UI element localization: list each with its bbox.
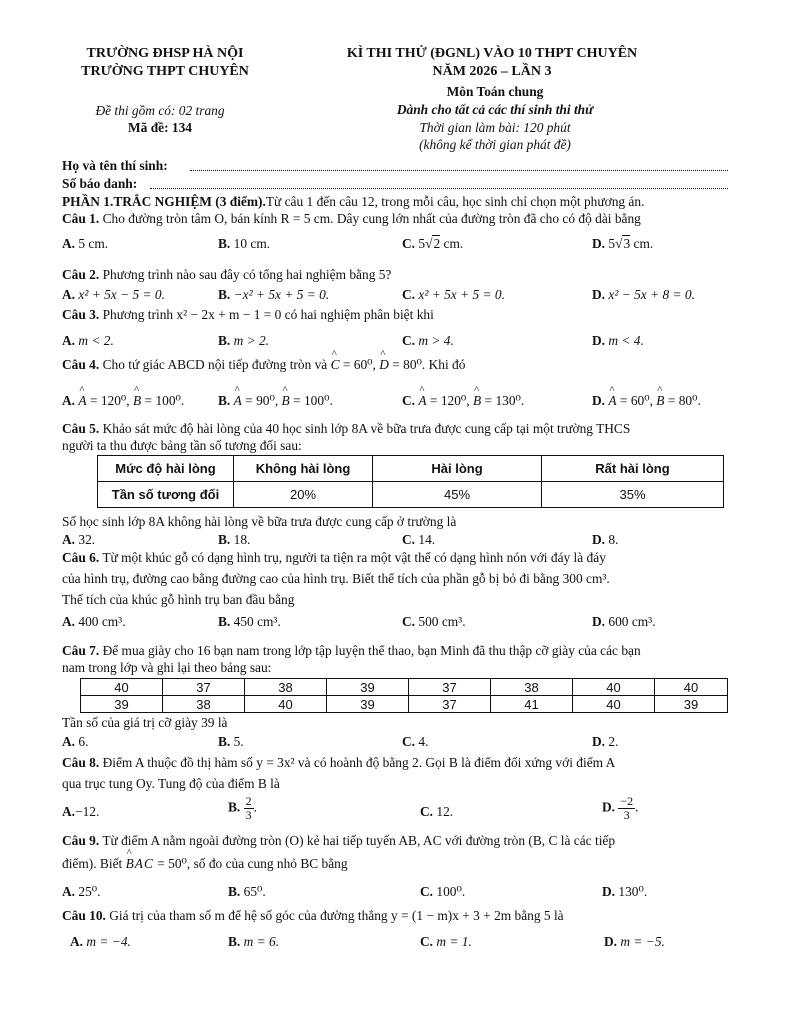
q1-text: Câu 1. Cho đường tròn tâm O, bán kính R = 5 cm. Dây cung lớn nhất của đường tròn đã cho có độ dài bằng [62, 211, 641, 226]
q8-option-d[interactable]: D. $\frac{-2}{3}$ . [602, 794, 639, 822]
q9-option-b[interactable]: B. 65⁰. [228, 884, 266, 899]
q3-option-c[interactable]: C. m > 4. [402, 333, 454, 348]
pages-note: Đề thi gồm có: 02 trang [95, 103, 225, 118]
q10-option-a[interactable]: A. m = −4. [70, 934, 131, 949]
q3-text: Câu 3. Phương trình x² − 2x + m − 1 = 0 có hai nghiệm phân biệt khi [62, 307, 434, 322]
school-name-2: TRƯỜNG THPT CHUYÊN [81, 64, 249, 79]
exam-year-round: NĂM 2026 – LẦN 3 [432, 64, 552, 79]
q3-option-d[interactable]: D. m < 4. [592, 333, 644, 348]
q1-option-d[interactable]: D. 5√3 cm. [592, 236, 654, 251]
table-cell: 35% [542, 482, 724, 508]
table-cell: 20% [234, 482, 373, 508]
q4-option-a[interactable]: A. ^ A = 120⁰, ^ B = 100⁰. [62, 393, 184, 409]
table-cell: 38 [491, 679, 573, 696]
table-cell: 45% [373, 482, 542, 508]
q2-option-b[interactable]: B. −x² + 5x + 5 = 0. [218, 287, 330, 302]
table-cell: Rất hài lòng [542, 456, 724, 482]
q7-question: Tần số của giá trị cỡ giày 39 là [62, 715, 228, 730]
q6-text-2: của hình trụ, đường cao bằng đường cao của hình trụ. Biết thể tích của phần gỗ bị bỏ đi bằng 300 cm³. [62, 571, 610, 586]
q10-option-c[interactable]: C. m = 1. [420, 934, 472, 949]
table-row [81, 696, 728, 713]
q8-text-2: qua trục tung Oy. Tung độ của điểm B là [62, 776, 280, 791]
q4-option-b[interactable]: B. ^ A = 90⁰, ^ B = 100⁰. [218, 393, 333, 409]
q9-text-2: điểm). Biết ^ BAC = 50⁰, số đo của cung nhỏ BC bằng [62, 856, 348, 872]
exam-title: KÌ THI THỬ (ĐGNL) VÀO 10 THPT CHUYÊN [346, 46, 638, 61]
q4-option-d[interactable]: D. ^ A = 60⁰, ^ B = 80⁰. [592, 393, 701, 409]
table-cell: 37 [163, 679, 245, 696]
q8-text: Câu 8. Điểm A thuộc đồ thị hàm số y = 3x² và có hoành độ bằng 2. Gọi B là điểm đối xứng với điểm A [62, 755, 616, 770]
q6-option-d[interactable]: D. 600 cm³. [592, 614, 656, 629]
q9-option-a[interactable]: A. 25⁰. [62, 884, 101, 899]
part1-heading: PHẦN 1.TRẮC NGHIỆM (3 điểm).Từ câu 1 đến câu 12, trong mỗi câu, học sinh chỉ chọn một phương án. [62, 194, 645, 209]
q7-text: Câu 7. Để mua giày cho 16 bạn nam trong lớp tập luyện thể thao, bạn Minh đã thu thập cỡ giày của các bạn [62, 643, 641, 658]
q7-option-d[interactable]: D. 2. [592, 734, 619, 749]
q5-option-a[interactable]: A. 32. [62, 532, 96, 547]
table-cell: 40 [573, 696, 655, 713]
q1-option-a[interactable]: A. 5 cm. [62, 236, 109, 251]
q9-option-d[interactable]: D. 130⁰. [602, 884, 648, 899]
table-cell: Không hài lòng [234, 456, 373, 482]
table-cell: Tần số tương đối [98, 482, 234, 508]
table-row [98, 456, 724, 482]
table-cell: 40 [573, 679, 655, 696]
q5-question: Số học sinh lớp 8A không hài lòng về bữa trưa được cung cấp ở trường là [62, 514, 457, 529]
q5-option-d[interactable]: D. 8. [592, 532, 619, 547]
table-cell: Mức độ hài lòng [98, 456, 234, 482]
table-cell: 37 [409, 679, 491, 696]
q2-option-d[interactable]: D. x² − 5x + 8 = 0. [592, 287, 695, 302]
q7-text-2: nam trong lớp và ghi lại theo bảng sau: [62, 660, 272, 675]
q5-frequency-table [97, 455, 724, 508]
q1-option-c[interactable]: C. 5√2 cm. [402, 236, 464, 251]
q5-option-c[interactable]: C. 14. [402, 532, 436, 547]
table-cell: 40 [81, 679, 163, 696]
q4-text: Câu 4. Cho tứ giác ABCD nội tiếp đường tròn và ^ C = 60⁰, ^ D = 80⁰. Khi đó [62, 357, 465, 373]
table-cell: 38 [245, 679, 327, 696]
q7-option-b[interactable]: B. 5. [218, 734, 244, 749]
q3-option-a[interactable]: A. m < 2. [62, 333, 114, 348]
table-cell: 41 [491, 696, 573, 713]
id-label: Số báo danh: [62, 176, 138, 191]
q7-shoe-size-table [80, 678, 728, 713]
q6-text: Câu 6. Từ một khúc gỗ có dạng hình trụ, người ta tiện ra một vật thể có dạng hình nón với đáy là đáy [62, 550, 606, 565]
q6-option-b[interactable]: B. 450 cm³. [218, 614, 281, 629]
exam-code: Mã đề: 134 [128, 120, 192, 135]
q4-option-c[interactable]: C. ^ A = 120⁰, ^ B = 130⁰. [402, 393, 524, 409]
table-cell: 38 [163, 696, 245, 713]
table-cell: 37 [409, 696, 491, 713]
table-cell: 40 [655, 679, 728, 696]
q10-option-b[interactable]: B. m = 6. [228, 934, 280, 949]
exam-time-note: (không kể thời gian phát đề) [419, 137, 571, 152]
id-field-line[interactable] [150, 188, 728, 189]
q7-option-c[interactable]: C. 4. [402, 734, 429, 749]
table-cell: 40 [245, 696, 327, 713]
q1-option-b[interactable]: B. 10 cm. [218, 236, 271, 251]
q2-text: Câu 2. Phương trình nào sau đây có tổng hai nghiệm bằng 5? [62, 267, 392, 282]
table-row [81, 679, 728, 696]
q7-option-a[interactable]: A. 6. [62, 734, 89, 749]
name-label: Họ và tên thí sinh: [62, 158, 168, 173]
q3-option-b[interactable]: B. m > 2. [218, 333, 270, 348]
exam-time: Thời gian làm bài: 120 phút [419, 120, 571, 135]
table-cell: 39 [327, 696, 409, 713]
q6-option-a[interactable]: A. 400 cm³. [62, 614, 126, 629]
exam-subject: Môn Toán chung [446, 84, 544, 99]
q10-text: Câu 10. Giá trị của tham số m để hệ số góc của đường thẳng y = (1 − m)x + 3 + 2m bằng 5 là [62, 908, 564, 923]
name-field-line[interactable] [190, 170, 728, 171]
table-cell: 39 [327, 679, 409, 696]
q5-text: Câu 5. Khảo sát mức độ hài lòng của 40 học sinh lớp 8A về bữa trưa được cung cấp tại một trường THCS [62, 421, 631, 436]
exam-audience: Dành cho tất cả các thí sinh thi thử [396, 102, 594, 117]
q9-option-c[interactable]: C. 100⁰. [420, 884, 466, 899]
q8-option-b[interactable]: B. $\frac{2}{3}$ . [228, 794, 257, 822]
q6-option-c[interactable]: C. 500 cm³. [402, 614, 466, 629]
q8-option-c[interactable]: C. 12. [420, 804, 454, 819]
school-name-1: TRƯỜNG ĐHSP HÀ NỘI [86, 46, 244, 61]
q2-option-c[interactable]: C. x² + 5x + 5 = 0. [402, 287, 505, 302]
table-cell: 39 [81, 696, 163, 713]
q5-text-2: người ta thu được bảng tần số tương đối sau: [62, 438, 302, 453]
table-row [98, 482, 724, 508]
q8-option-a[interactable]: A.−12. [62, 804, 100, 819]
q6-text-3: Thể tích của khúc gỗ hình trụ ban đầu bằng [62, 592, 295, 607]
q2-option-a[interactable]: A. x² + 5x − 5 = 0. [62, 287, 165, 302]
q10-option-d[interactable]: D. m = −5. [604, 934, 665, 949]
table-cell: Hài lòng [373, 456, 542, 482]
q9-text: Câu 9. Từ điểm A nằm ngoài đường tròn (O) kẻ hai tiếp tuyến AB, AC với đường tròn (B, C là các tiếp [62, 833, 616, 848]
table-cell: 39 [655, 696, 728, 713]
q5-option-b[interactable]: B. 18. [218, 532, 251, 547]
